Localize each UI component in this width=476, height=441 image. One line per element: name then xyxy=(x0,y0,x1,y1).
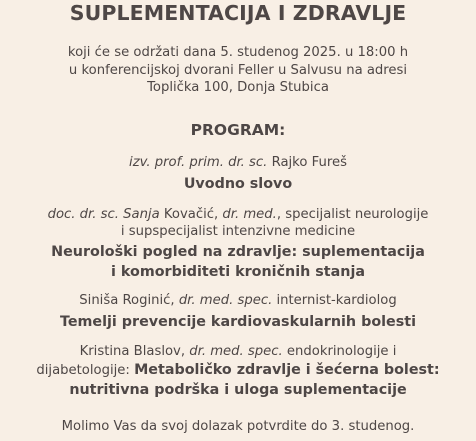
talk-4-line-1: Metaboličko zdravlje i šećerna bolest: xyxy=(134,362,440,378)
speaker-3 xyxy=(0,292,476,309)
speaker-2-role: , specijalist neurologije xyxy=(276,207,429,222)
talk-1: Uvodno slovo xyxy=(183,176,293,192)
speaker-2-role-line2: i supspecijalist intenzivne medicine xyxy=(120,224,356,239)
speaker-2-title: doc. dr. sc. Sanja xyxy=(47,207,160,222)
talk-2-line-1: Neurološki pogled na zdravlje: suplementacija xyxy=(51,244,425,260)
talk-4-line-2: nutritivna podrška i uloga suplementacije xyxy=(69,382,407,398)
speaker-4-role2: dijabetologije: xyxy=(36,363,135,378)
talk-3: Temelji prevencije kardiovaskularnih bolesti xyxy=(59,314,416,330)
speaker-1 xyxy=(0,154,476,171)
talk-2-line-2: i komorbiditeti kroničnih stanja xyxy=(111,264,365,280)
speaker-2-name: Kovačić, xyxy=(159,207,223,222)
speaker-3-role: internist-kardiolog xyxy=(272,293,397,308)
intro-line-1: koji će se održati dana 5. studenog 2025. u 18:00 h xyxy=(67,45,409,60)
program-heading: PROGRAM: xyxy=(190,121,286,139)
speaker-3-title: dr. med. spec. xyxy=(178,293,273,308)
speaker-4-title: dr. med. spec. xyxy=(189,344,283,359)
speaker-3-name: Siniša Roginić, xyxy=(79,293,179,308)
speaker-4-line2 xyxy=(0,361,476,379)
speaker-1-name: Rajko Fureš xyxy=(267,155,347,170)
footer-rsvp: Molimo Vas da svoj dolazak potvrdite do 3. studenog. xyxy=(61,419,415,434)
speaker-1-title: izv. prof. prim. dr. sc. xyxy=(129,155,268,170)
intro-line-3: Toplička 100, Donja Stubica xyxy=(147,80,329,95)
event-title: SUPLEMENTACIJA I ZDRAVLJE xyxy=(69,1,407,25)
speaker-2-title2: dr. med. xyxy=(222,207,277,222)
intro-line-2: u konferencijskoj dvorani Feller u Salvusu na adresi xyxy=(68,63,408,78)
speaker-4-role: endokrinologije i xyxy=(282,344,397,359)
speaker-2 xyxy=(0,206,476,223)
speaker-4 xyxy=(0,343,476,360)
speaker-4-name: Kristina Blaslov, xyxy=(79,344,190,359)
